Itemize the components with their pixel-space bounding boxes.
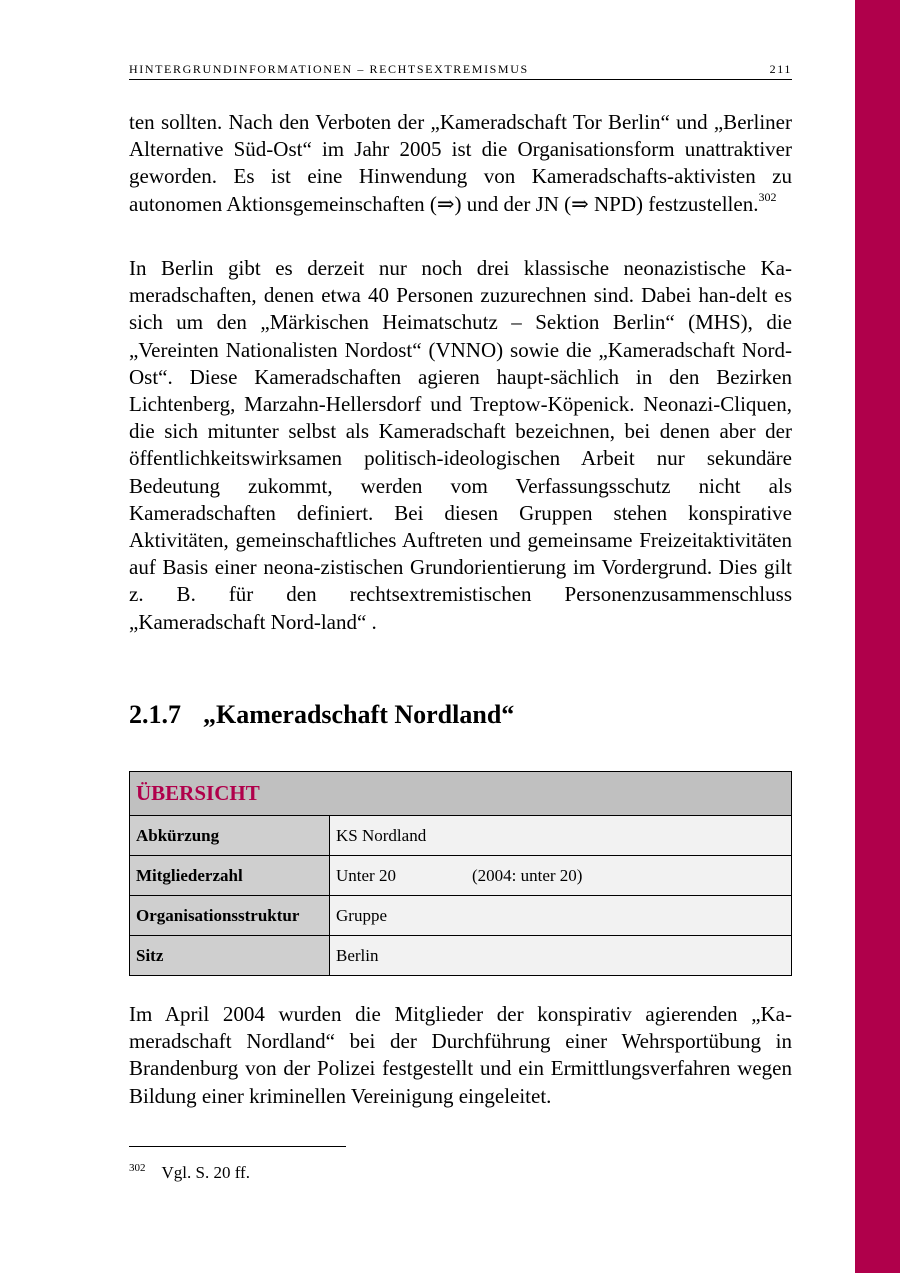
table-row — [130, 896, 792, 936]
paragraph-2 — [129, 255, 792, 636]
section-heading — [129, 700, 514, 730]
section-title: „Kameradschaft Nordland“ — [203, 700, 515, 729]
row-value-text: Unter 20 — [336, 865, 396, 885]
section-number: 2.1.7 — [129, 700, 181, 729]
footnote — [129, 1162, 250, 1183]
page-number: 211 — [769, 62, 792, 76]
footnote-reference[interactable]: 302 — [758, 189, 777, 204]
row-value-abkuerzung — [330, 816, 792, 856]
row-label-organisationsstruktur: Organisationsstruktur — [130, 896, 330, 936]
accent-sidebar — [855, 0, 900, 1273]
paragraph-3 — [129, 1001, 792, 1110]
footnote-divider — [129, 1146, 346, 1147]
row-value-text: KS Nordland — [336, 825, 427, 845]
row-value-text: Berlin — [336, 945, 379, 965]
row-label-mitgliederzahl: Mitgliederzahl — [130, 856, 330, 896]
paragraph-3-text: Im April 2004 wurden die Mitglieder der konspirativ agierenden „Ka-meradschaft Nordland“ bei der Durchführung einer Wehrsportübung in Brandenburg von der Polizei festgestellt und ein Ermittlungsverfahren wegen Bildung einer kriminellen Vereinigung eingeleitet. — [129, 1002, 792, 1108]
running-header — [129, 62, 792, 80]
row-value-sitz — [330, 936, 792, 976]
paragraph-2-text: In Berlin gibt es derzeit nur noch drei klassische neonazistische Ka-meradschaften, denen etwa 40 Personen zuzurechnen sind. Dabei han-delt es sich um den „Märkischen Heimatschutz – Sektion Berlin“ (MHS), die „Vereinten Nationalisten Nordost“ (VNNO) sowie die „Kameradschaft Nord-Ost“. Diese Kameradschaften agieren haupt-sächlich in den Bezirken Lichtenberg, Marzahn-Hellersdorf und Treptow-Köpenick. Neonazi-Cliquen, die sich mitunter selbst als Kameradschaft bezeichnen, bei denen aber der öffentlichkeitswirksamen politisch-ideologischen Arbeit nur sekundäre Bedeutung zukommt, werden vom Verfassungsschutz nicht als Kameradschaften definiert. Bei diesen Gruppen stehen konspirative Aktivitäten, gemeinschaftliches Auftreten und gemeinsame Freizeitaktivitäten auf Basis einer neona-zistischen Grundorientierung im Vordergrund. Dies gilt z. B. für den rechtsextremistischen Personenzusammenschluss „Kameradschaft Nord-land“ . — [129, 256, 792, 634]
table-row — [130, 816, 792, 856]
header-title: HINTERGRUNDINFORMATIONEN – RECHTSEXTREMISMUS — [129, 62, 529, 76]
overview-table-header: ÜBERSICHT — [130, 772, 792, 816]
row-value-extra: (2004: unter 20) — [471, 865, 583, 885]
row-value-mitgliederzahl — [330, 856, 792, 896]
paragraph-1 — [129, 109, 792, 218]
row-value-organisationsstruktur — [330, 896, 792, 936]
row-label-sitz: Sitz — [130, 936, 330, 976]
row-value-text: Gruppe — [336, 905, 387, 925]
footnote-text: Vgl. S. 20 ff. — [161, 1163, 250, 1182]
table-row — [130, 856, 792, 896]
table-row — [130, 936, 792, 976]
overview-table — [129, 771, 792, 976]
overview-table-header-row — [130, 772, 792, 816]
row-label-abkuerzung: Abkürzung — [130, 816, 330, 856]
paragraph-1-text: ten sollten. Nach den Verboten der „Kameradschaft Tor Berlin“ und „Berliner Alternative Süd-Ost“ im Jahr 2005 ist die Organisationsform unattraktiver geworden. Es ist eine Hinwendung von Kameradschafts-aktivisten zu autonomen Aktionsgemeinschaften (⇒) und der JN (⇒ NPD) festzustellen. — [129, 110, 792, 216]
footnote-number: 302 — [129, 1162, 146, 1174]
